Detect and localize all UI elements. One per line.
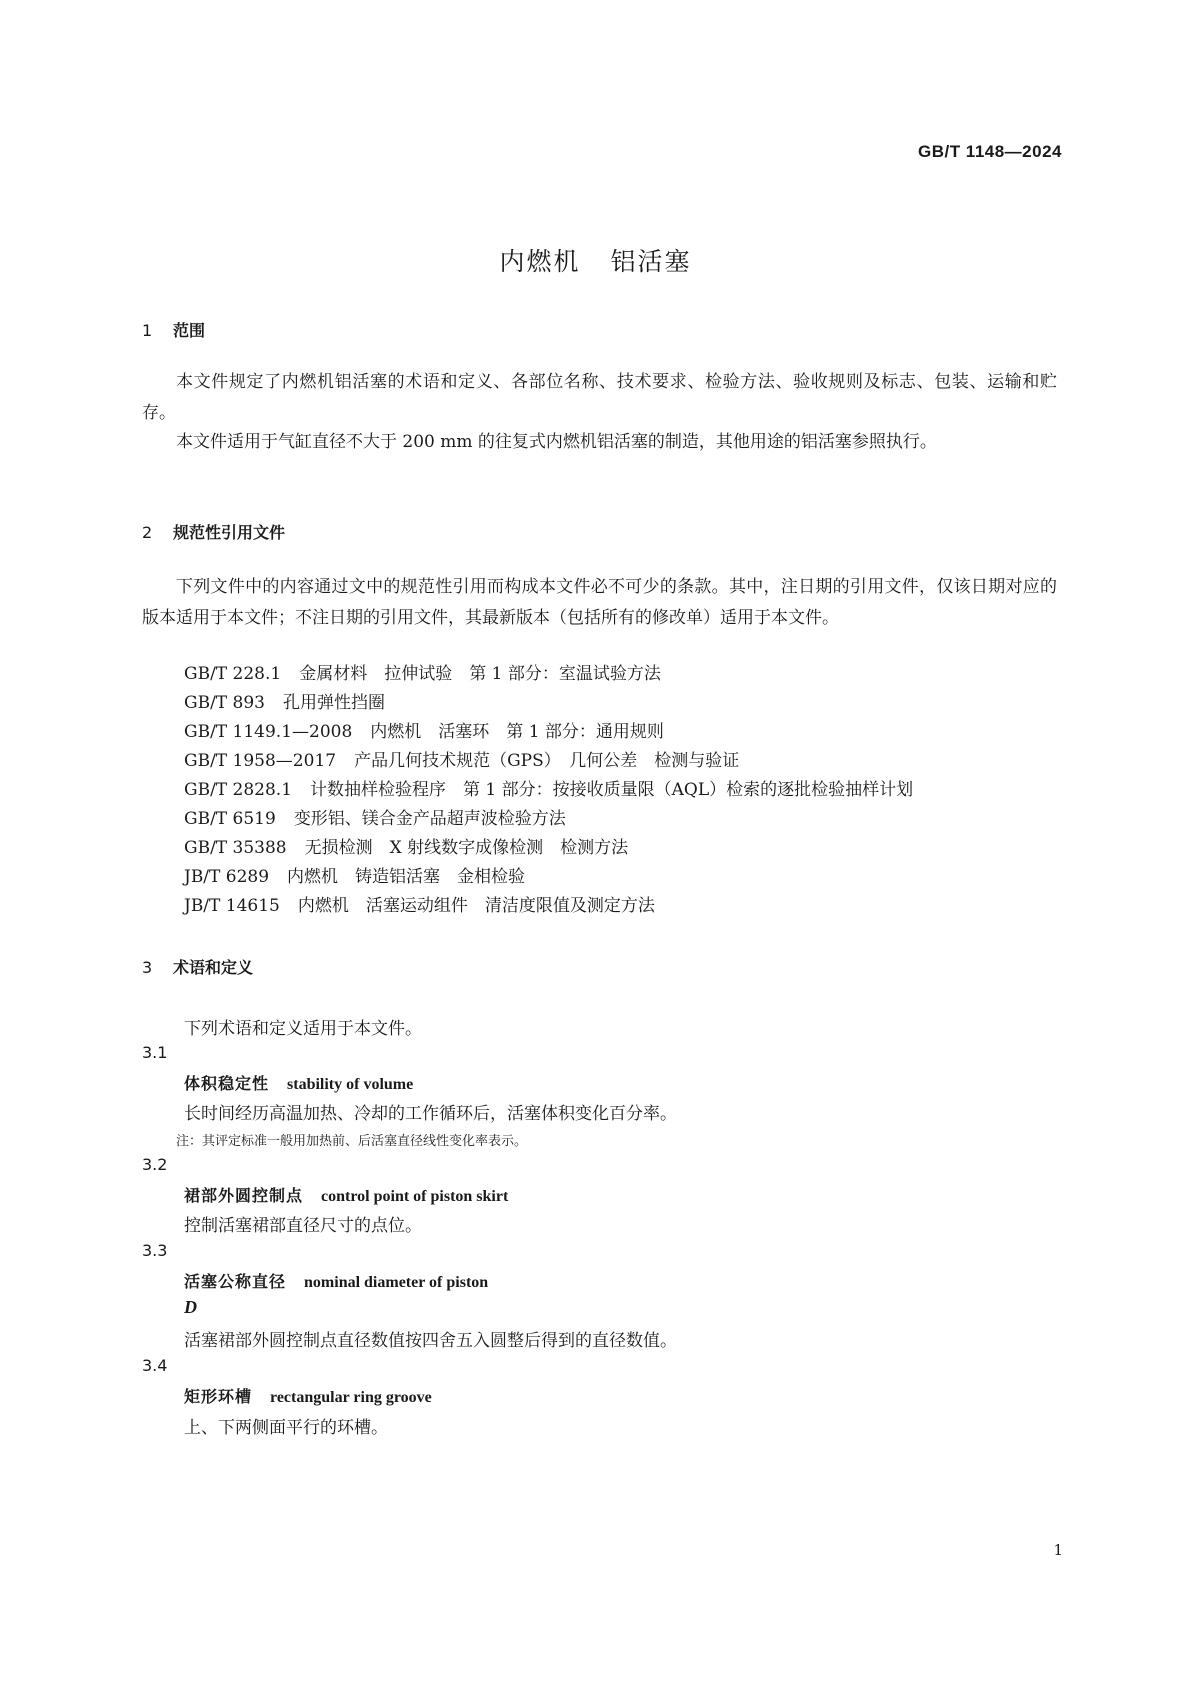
term-definition: 上、下两侧面平行的环槽。 [184, 1418, 388, 1438]
reference-title: 内燃机 铸造铝活塞 金相检验 [287, 867, 526, 887]
term-en: rectangular ring groove [270, 1389, 432, 1406]
term-en: stability of volume [287, 1076, 414, 1093]
term-zh: 活塞公称直径 [184, 1272, 287, 1291]
reference-code: GB/T 2828.1 [184, 780, 293, 800]
term-number: 3.2 [142, 1155, 168, 1174]
reference-item [184, 809, 566, 829]
reference-title: 内燃机 活塞环 第 1 部分：通用规则 [370, 722, 664, 742]
section-1-paragraph-2: 本文件适用于气缸直径不大于 200 mm 的往复式内燃机铝活塞的制造，其他用途的铝活塞参照执行。 [176, 432, 937, 452]
term-zh: 裙部外圆控制点 [184, 1186, 304, 1205]
reference-code: JB/T 14615 [184, 896, 280, 916]
document-title [0, 242, 1191, 278]
reference-title: 无损检测 X 射线数字成像检测 检测方法 [304, 838, 629, 858]
reference-title: 内燃机 活塞运动组件 清洁度限值及测定方法 [297, 896, 655, 916]
title-part2: 铝活塞 [610, 247, 692, 276]
title-part1: 内燃机 [499, 247, 581, 276]
reference-title: 计数抽样检验程序 第 1 部分：按接收质量限（AQL）检索的逐批检验抽样计划 [310, 780, 914, 800]
term-number: 3.4 [142, 1356, 168, 1375]
term-zh: 体积稳定性 [184, 1074, 270, 1093]
term-heading [184, 1269, 488, 1292]
section-3-intro: 下列术语和定义适用于本文件。 [184, 1019, 422, 1039]
term-definition: 活塞裙部外圆控制点直径数值按四舍五入圆整后得到的直径数值。 [184, 1331, 677, 1351]
section-number: 1 [142, 321, 153, 340]
term-symbol: D [184, 1297, 197, 1317]
section-title: 术语和定义 [173, 958, 254, 977]
section-3-heading [142, 955, 1057, 978]
term-en: control point of piston skirt [321, 1188, 509, 1205]
reference-code: JB/T 6289 [184, 867, 270, 887]
reference-item [184, 693, 385, 713]
reference-title: 金属材料 拉伸试验 第 1 部分：室温试验方法 [299, 664, 661, 684]
reference-code: GB/T 35388 [184, 838, 287, 858]
reference-code: GB/T 1149.1—2008 [184, 722, 353, 742]
page-number: 1 [1053, 1541, 1063, 1559]
reference-title: 变形铝、镁合金产品超声波检验方法 [293, 809, 566, 829]
section-2-heading [142, 520, 1057, 543]
reference-item [184, 896, 655, 916]
reference-title: 孔用弹性挡圈 [283, 693, 385, 713]
term-number: 3.1 [142, 1043, 168, 1062]
reference-item [184, 780, 913, 800]
reference-code: GB/T 6519 [184, 809, 276, 829]
reference-code: GB/T 228.1 [184, 664, 282, 684]
reference-item [184, 838, 628, 858]
term-en: nominal diameter of piston [304, 1274, 489, 1291]
section-number: 2 [142, 523, 153, 542]
term-note [176, 1130, 527, 1149]
term-heading [184, 1384, 432, 1407]
reference-code: GB/T 1958—2017 [184, 751, 337, 771]
term-definition: 控制活塞裙部直径尺寸的点位。 [184, 1216, 422, 1236]
reference-item [184, 722, 664, 742]
term-heading [184, 1071, 413, 1094]
reference-item [184, 751, 739, 771]
reference-item [184, 664, 661, 684]
section-1-paragraph-1: 本文件规定了内燃机铝活塞的术语和定义、各部位名称、技术要求、检验方法、验收规则及标志、包装、运输和贮存。 [142, 372, 1057, 423]
section-1-heading [142, 318, 1057, 341]
term-number: 3.3 [142, 1241, 168, 1260]
standard-code: GB/T 1148—2024 [917, 142, 1062, 161]
section-title: 范围 [173, 321, 206, 340]
section-2-intro: 下列文件中的内容通过文中的规范性引用而构成本文件必不可少的条款。其中，注日期的引用文件，仅该日期对应的版本适用于本文件；不注日期的引用文件，其最新版本（包括所有的修改单）适用于本文件。 [142, 577, 1057, 628]
note-label: 注： [176, 1134, 203, 1149]
term-definition: 长时间经历高温加热、冷却的工作循环后，活塞体积变化百分率。 [184, 1104, 677, 1124]
note-text: 其评定标准一般用加热前、后活塞直径线性变化率表示。 [202, 1134, 528, 1149]
reference-code: GB/T 893 [184, 693, 265, 713]
section-number: 3 [142, 958, 153, 977]
term-heading [184, 1183, 508, 1206]
section-title: 规范性引用文件 [173, 523, 286, 542]
term-zh: 矩形环槽 [184, 1387, 253, 1406]
reference-item [184, 867, 525, 887]
reference-title: 产品几何技术规范（GPS） 几何公差 检测与验证 [354, 751, 740, 771]
